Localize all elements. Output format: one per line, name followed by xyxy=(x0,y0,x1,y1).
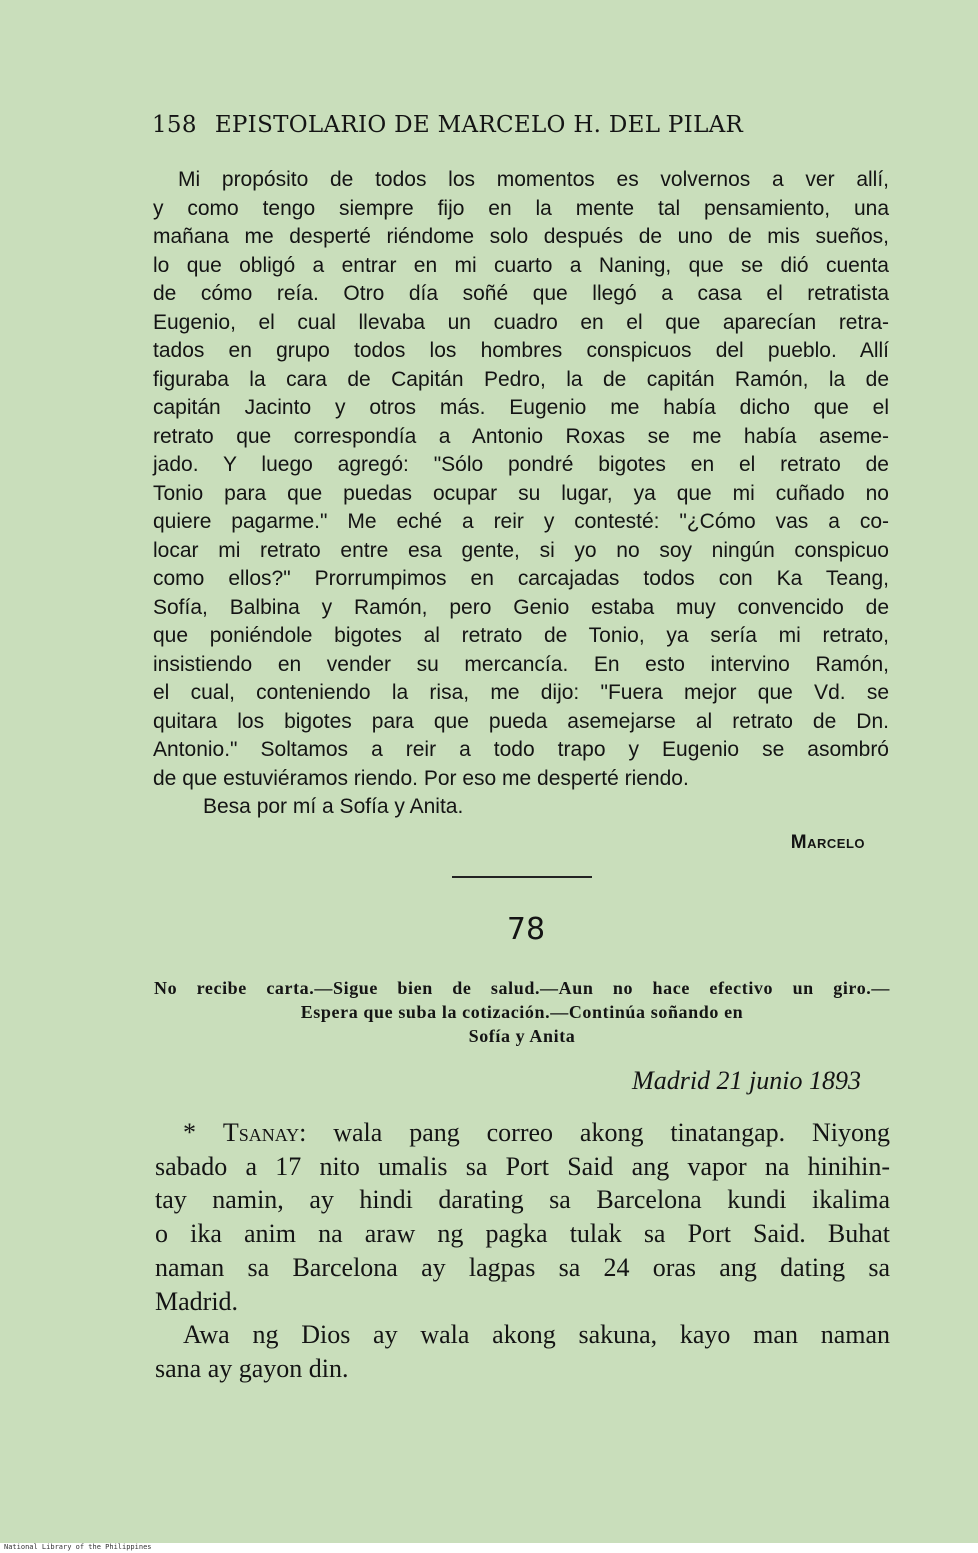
running-header xyxy=(152,112,812,138)
summary-line: Sofía y Anita xyxy=(468,1026,576,1046)
text-line: capitán Jacinto y otros más. Eugenio me había dicho que el xyxy=(153,396,889,419)
text-line: que poniéndole bigotes al retrato de Tonio, ya sería mi retrato, xyxy=(153,624,889,647)
page-number: 158 xyxy=(152,112,197,138)
text-line: locar mi retrato entre esa gente, si yo no soy ningún conspicuo xyxy=(153,538,889,562)
text-line: Tonio para que puedas ocupar su lugar, ya que mi cuñado no xyxy=(153,481,889,505)
library-credit: National Library of the Philippines xyxy=(4,1543,152,1551)
text-line: Awa ng Dios ay wala akong sakuna, kayo man naman xyxy=(183,1320,890,1350)
text-line: o ika anim na araw ng pagka tulak sa Port Said. Buhat xyxy=(155,1219,890,1249)
text-line: de cómo reía. Otro día soñé que llegó a casa el retratista xyxy=(153,282,889,305)
text-line xyxy=(155,1116,890,1150)
dateline: Madrid 21 junio 1893 xyxy=(632,1066,861,1095)
text-line: Antonio." Soltamos a reir a todo trapo y Eugenio se asombró xyxy=(153,738,889,761)
text-line: sana ay gayon din. xyxy=(155,1353,349,1383)
text-line: sabado a 17 nito umalis sa Port Said ang vapor na hinihin- xyxy=(155,1151,890,1181)
section-divider xyxy=(452,876,592,878)
text-segment: wala pang correo akong tinatangap. Niyong xyxy=(306,1118,890,1147)
text-line: tados en grupo todos los hombres conspicuos del pueblo. Allí xyxy=(153,339,889,362)
text-line: el cual, conteniendo la risa, me dijo: "Fuera mejor que Vd. se xyxy=(153,681,889,704)
footnote-mark: * xyxy=(183,1118,223,1147)
running-title: EPISTOLARIO DE MARCELO H. DEL PILAR xyxy=(214,112,744,138)
summary-line: No recibe carta.—Sigue bien de salud.—Aun no hace efectivo un giro.— xyxy=(154,978,890,998)
text-line: y como tengo siempre fijo en la mente tal pensamiento, una xyxy=(153,196,889,220)
letter-78-body xyxy=(155,1116,890,1386)
letter-summary xyxy=(154,976,890,1048)
text-line: naman sa Barcelona ay lagpas sa 24 oras ang dating sa xyxy=(155,1252,890,1282)
letter-closing: Besa por mí a Sofía y Anita. xyxy=(203,795,464,818)
text-line: de que estuviéramos riendo. Por eso me desperté riendo. xyxy=(153,766,689,790)
text-line: lo que obligó a entrar en mi cuarto a Naning, que se dió cuenta xyxy=(153,253,889,277)
letter-77-body xyxy=(153,166,889,822)
text-line: jado. Y luego agregó: "Sólo pondré bigotes en el retrato de xyxy=(153,453,889,476)
text-line: retrato que correspondía a Antonio Roxas se me había aseme- xyxy=(153,424,889,448)
signature: Marcelo xyxy=(790,832,865,853)
text-line: Sofía, Balbina y Ramón, pero Genio estaba muy convencido de xyxy=(153,595,889,619)
text-line: quiere pagarme." Me eché a reir y contesté: "¿Cómo vas a co- xyxy=(153,510,889,533)
text-line: Eugenio, el cual llevaba un cuadro en el que aparecían retra- xyxy=(153,310,889,334)
text-line: Mi propósito de todos los momentos es volvernos a ver allí, xyxy=(178,168,889,191)
text-line: figuraba la cara de Capitán Pedro, la de capitán Ramón, la de xyxy=(153,367,889,391)
salutation: Tsanay: xyxy=(222,1118,307,1147)
text-line: tay namin, ay hindi darating sa Barcelona kundi ikalima xyxy=(155,1185,890,1215)
text-line: mañana me desperté riéndome solo después de uno de mis sueños, xyxy=(153,225,889,248)
text-line: insistiendo en vender su mercancía. En esto intervino Ramón, xyxy=(153,652,889,676)
letter-number: 78 xyxy=(506,912,546,947)
text-line: quitara los bigotes para que pueda asemejarse al retrato de Dn. xyxy=(153,709,889,733)
text-line: como ellos?" Prorrumpimos en carcajadas todos con Ka Teang, xyxy=(153,567,889,590)
text-line: Madrid. xyxy=(155,1286,239,1316)
summary-line: Espera que suba la cotización.—Continúa soñando en xyxy=(300,1002,744,1022)
